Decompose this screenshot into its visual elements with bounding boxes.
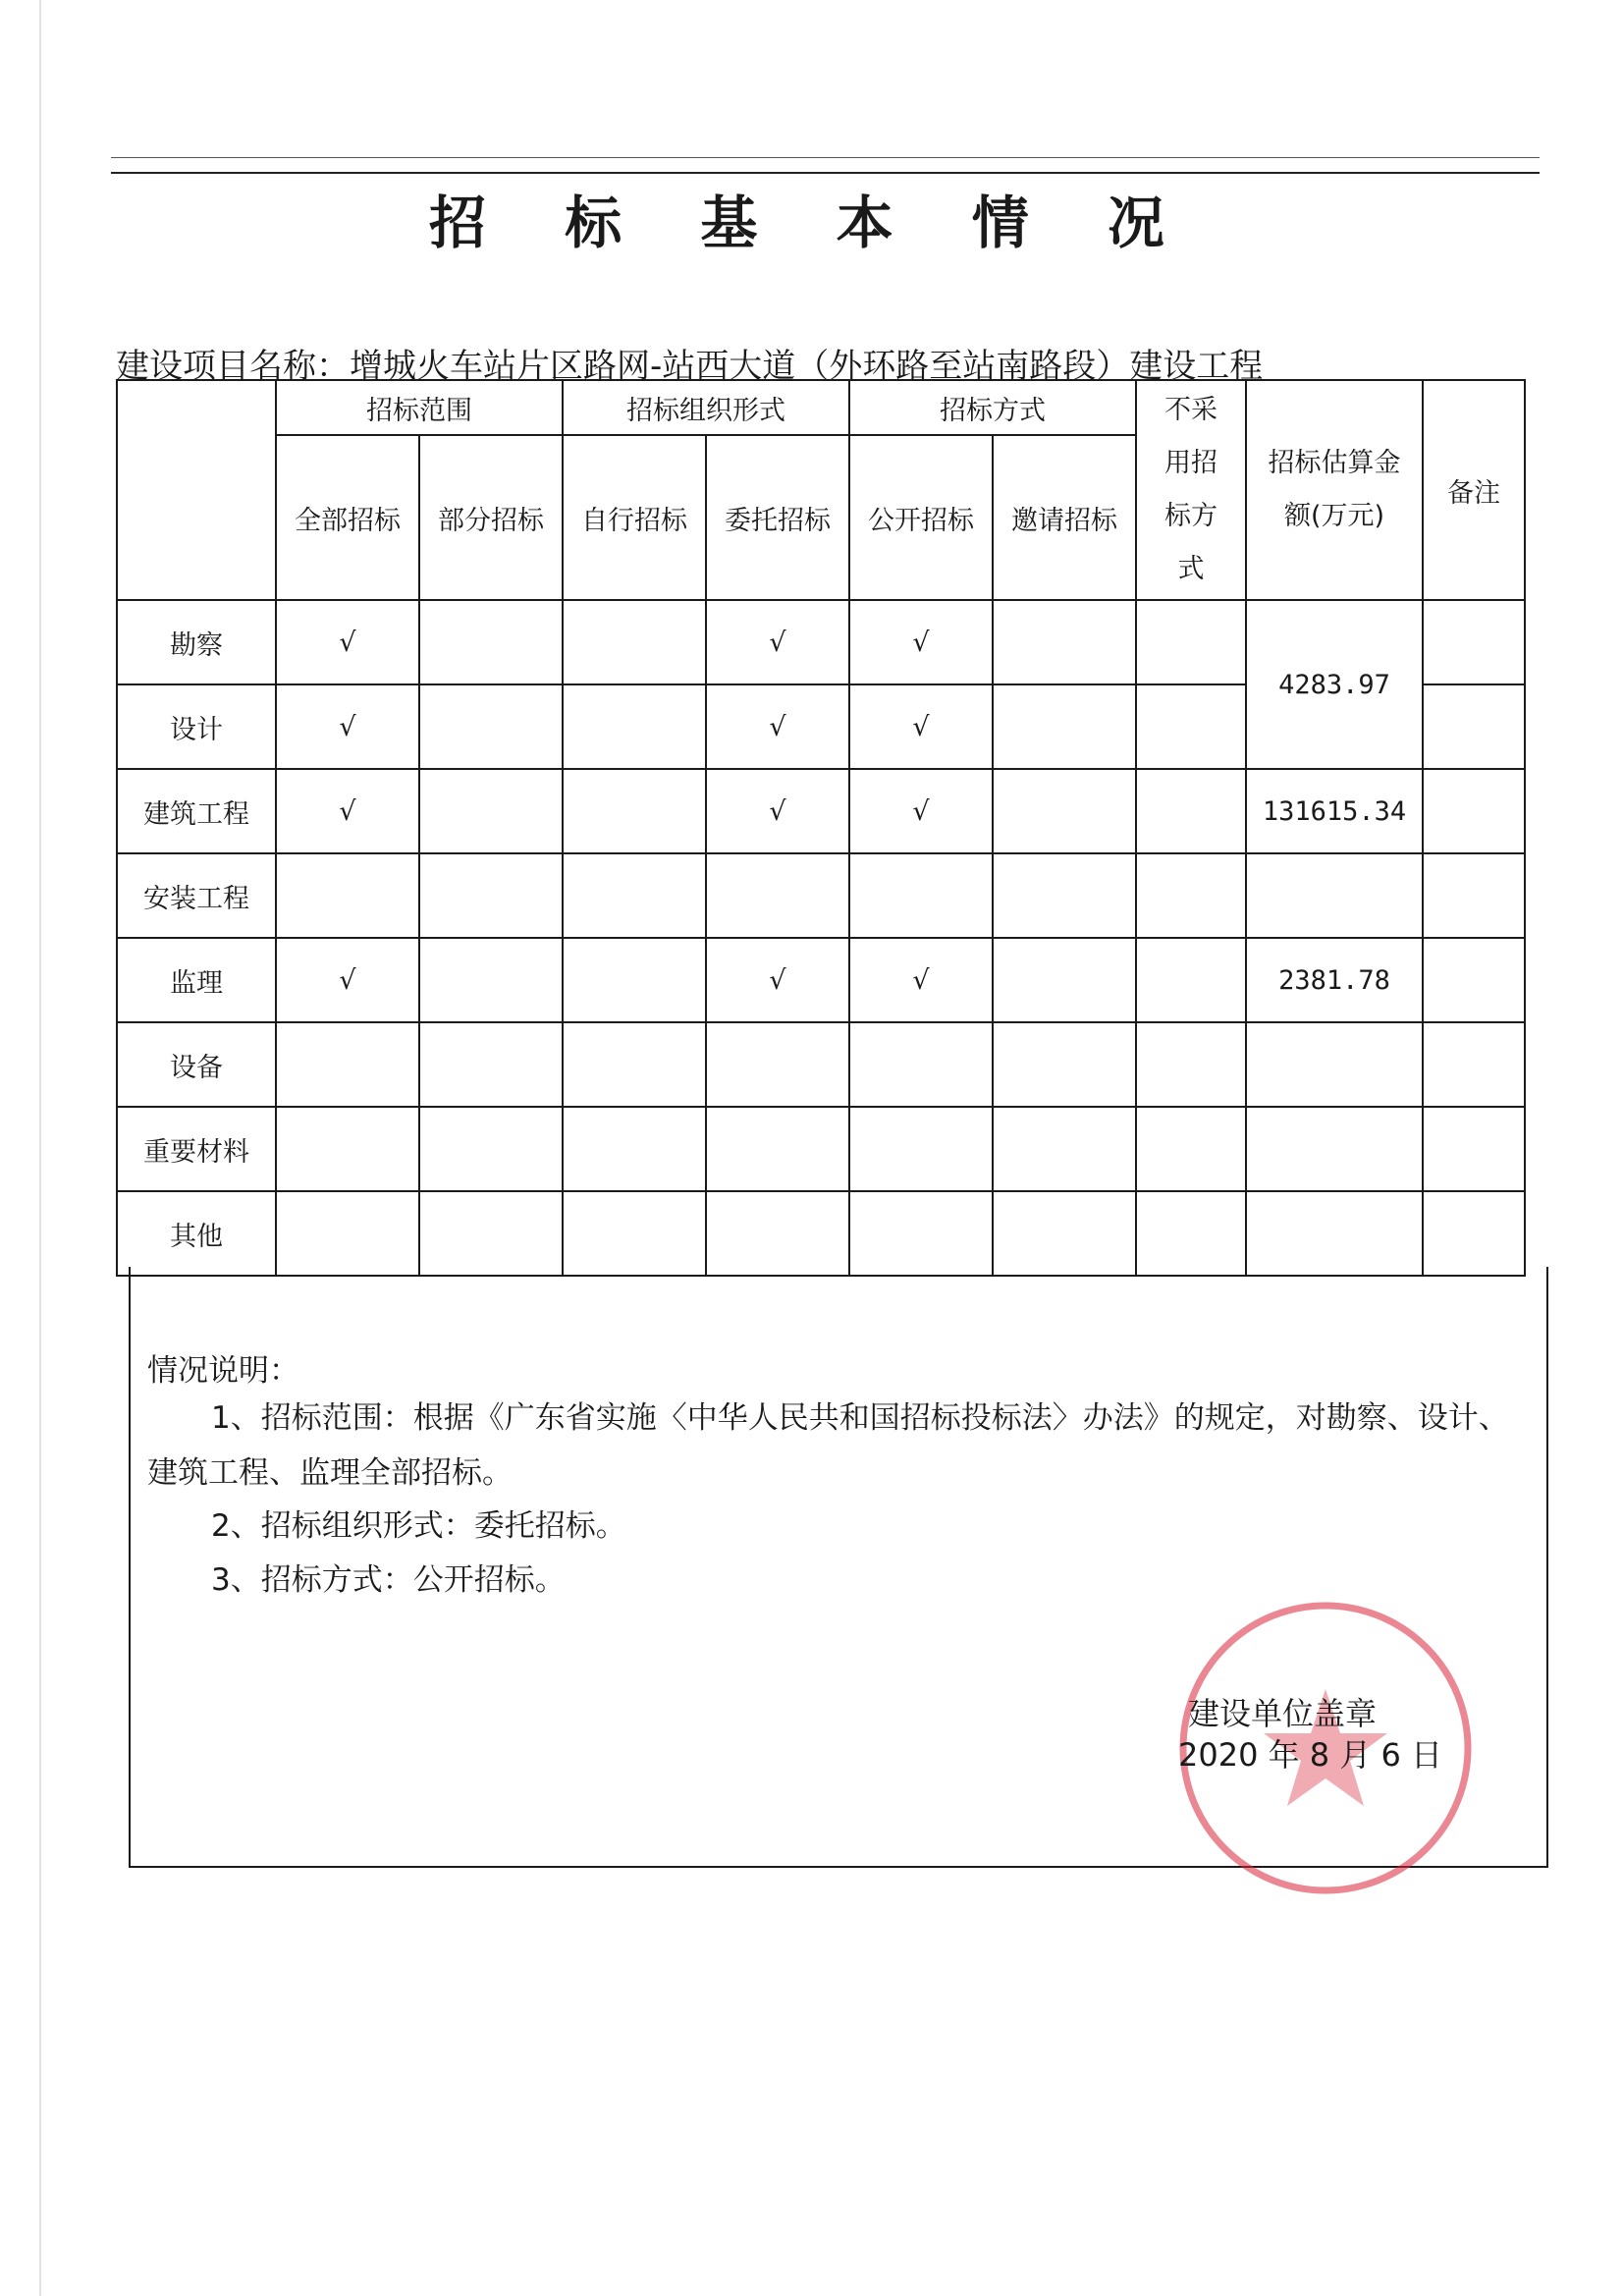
empty-cell <box>706 1107 849 1191</box>
remark-cell <box>1423 853 1525 938</box>
empty-cell <box>276 1107 419 1191</box>
check-mark: √ <box>849 938 993 1022</box>
check-mark: √ <box>276 600 419 684</box>
empty-cell <box>706 853 849 938</box>
empty-cell <box>419 684 563 769</box>
empty-cell <box>993 1022 1136 1107</box>
empty-cell <box>993 938 1136 1022</box>
empty-cell <box>563 600 706 684</box>
remark-cell <box>1423 684 1525 769</box>
row-category: 安装工程 <box>117 853 276 938</box>
empty-cell <box>419 1191 563 1276</box>
remark-cell <box>1423 600 1525 684</box>
empty-cell <box>706 1022 849 1107</box>
check-mark: √ <box>276 938 419 1022</box>
empty-cell <box>993 600 1136 684</box>
no-bid-cell <box>1136 1107 1246 1191</box>
check-mark: √ <box>849 769 993 853</box>
empty-cell <box>419 853 563 938</box>
notes-item-2: 2、招标组织形式：委托招标。 <box>211 1508 626 1544</box>
bidding-table <box>116 379 1526 1277</box>
notes-item-1: 1、招标范围：根据《广东省实施〈中华人民共和国招标投标法〉办法》的规定，对勘察、设计、 <box>211 1400 1509 1436</box>
subheader-full: 全部招标 <box>276 435 419 600</box>
empty-cell <box>276 1022 419 1107</box>
empty-cell <box>563 1022 706 1107</box>
header-scope: 招标范围 <box>276 380 563 435</box>
estimate-amount <box>1246 1022 1423 1107</box>
empty-cell <box>993 1191 1136 1276</box>
remark-cell <box>1423 769 1525 853</box>
subheader-entrusted: 委托招标 <box>706 435 849 600</box>
check-mark: √ <box>706 938 849 1022</box>
row-category: 设备 <box>117 1022 276 1107</box>
remark-cell <box>1423 1022 1525 1107</box>
no-bid-cell <box>1136 853 1246 938</box>
table-row <box>117 1107 1525 1191</box>
table-row <box>117 769 1525 853</box>
page-title: 招 标 基 本 情 况 <box>429 190 1194 256</box>
row-category: 设计 <box>117 684 276 769</box>
check-mark: √ <box>849 600 993 684</box>
estimate-amount: 131615.34 <box>1246 769 1423 853</box>
check-mark: √ <box>706 769 849 853</box>
remark-cell <box>1423 938 1525 1022</box>
estimate-amount <box>1246 1107 1423 1191</box>
subheader-open: 公开招标 <box>849 435 993 600</box>
notes-item-3: 3、招标方式：公开招标。 <box>211 1562 566 1598</box>
row-category: 其他 <box>117 1191 276 1276</box>
empty-cell <box>993 1107 1136 1191</box>
empty-cell <box>563 938 706 1022</box>
estimate-amount: 4283.97 <box>1246 600 1423 769</box>
header-estimate: 招标估算金 额(万元) <box>1246 380 1423 600</box>
table-row <box>117 853 1525 938</box>
empty-cell <box>563 1191 706 1276</box>
signature-date: 2020 年 8 月 6 日 <box>1178 1736 1443 1774</box>
no-bid-cell <box>1136 938 1246 1022</box>
table-row <box>117 1191 1525 1276</box>
empty-cell <box>993 769 1136 853</box>
header-method: 招标方式 <box>849 380 1136 435</box>
table-row <box>117 938 1525 1022</box>
empty-cell <box>849 1022 993 1107</box>
no-bid-cell <box>1136 769 1246 853</box>
empty-cell <box>276 853 419 938</box>
empty-cell <box>706 1191 849 1276</box>
estimate-amount <box>1246 853 1423 938</box>
row-category: 建筑工程 <box>117 769 276 853</box>
remark-cell <box>1423 1107 1525 1191</box>
estimate-amount <box>1246 1191 1423 1276</box>
subheader-self: 自行招标 <box>563 435 706 600</box>
project-name: 增城火车站片区路网-站西大道（外环路至站南路段）建设工程 <box>350 347 1264 386</box>
notes-item-1-cont: 建筑工程、监理全部招标。 <box>147 1455 513 1491</box>
empty-cell <box>563 1107 706 1191</box>
subheader-invited: 邀请招标 <box>993 435 1136 600</box>
no-bid-cell <box>1136 1022 1246 1107</box>
remark-cell <box>1423 1191 1525 1276</box>
header-rule <box>111 172 1540 174</box>
page-edge <box>39 0 41 2296</box>
header-organization: 招标组织形式 <box>563 380 849 435</box>
corner-cell <box>117 380 276 600</box>
check-mark: √ <box>849 684 993 769</box>
check-mark: √ <box>276 769 419 853</box>
table-row <box>117 1022 1525 1107</box>
empty-cell <box>849 1107 993 1191</box>
no-bid-cell <box>1136 684 1246 769</box>
empty-cell <box>276 1191 419 1276</box>
header-no-bid: 不采 用招 标方 式 <box>1136 380 1246 600</box>
empty-cell <box>419 938 563 1022</box>
table-row <box>117 600 1525 684</box>
header-remark: 备注 <box>1423 380 1525 600</box>
empty-cell <box>993 684 1136 769</box>
empty-cell <box>419 1107 563 1191</box>
row-category: 勘察 <box>117 600 276 684</box>
notes-heading: 情况说明： <box>147 1353 299 1389</box>
empty-cell <box>563 684 706 769</box>
empty-cell <box>419 769 563 853</box>
row-category: 监理 <box>117 938 276 1022</box>
signature-label: 建设单位盖章 <box>1188 1695 1378 1732</box>
subheader-partial: 部分招标 <box>419 435 563 600</box>
row-category: 重要材料 <box>117 1107 276 1191</box>
header-rule-thin <box>111 157 1540 158</box>
empty-cell <box>563 769 706 853</box>
empty-cell <box>993 853 1136 938</box>
no-bid-cell <box>1136 600 1246 684</box>
check-mark: √ <box>706 600 849 684</box>
check-mark: √ <box>706 684 849 769</box>
empty-cell <box>849 1191 993 1276</box>
empty-cell <box>849 853 993 938</box>
check-mark: √ <box>276 684 419 769</box>
empty-cell <box>563 853 706 938</box>
estimate-amount: 2381.78 <box>1246 938 1423 1022</box>
project-label: 建设项目名称： <box>116 347 350 386</box>
empty-cell <box>419 600 563 684</box>
empty-cell <box>419 1022 563 1107</box>
no-bid-cell <box>1136 1191 1246 1276</box>
table-body <box>117 600 1525 1276</box>
